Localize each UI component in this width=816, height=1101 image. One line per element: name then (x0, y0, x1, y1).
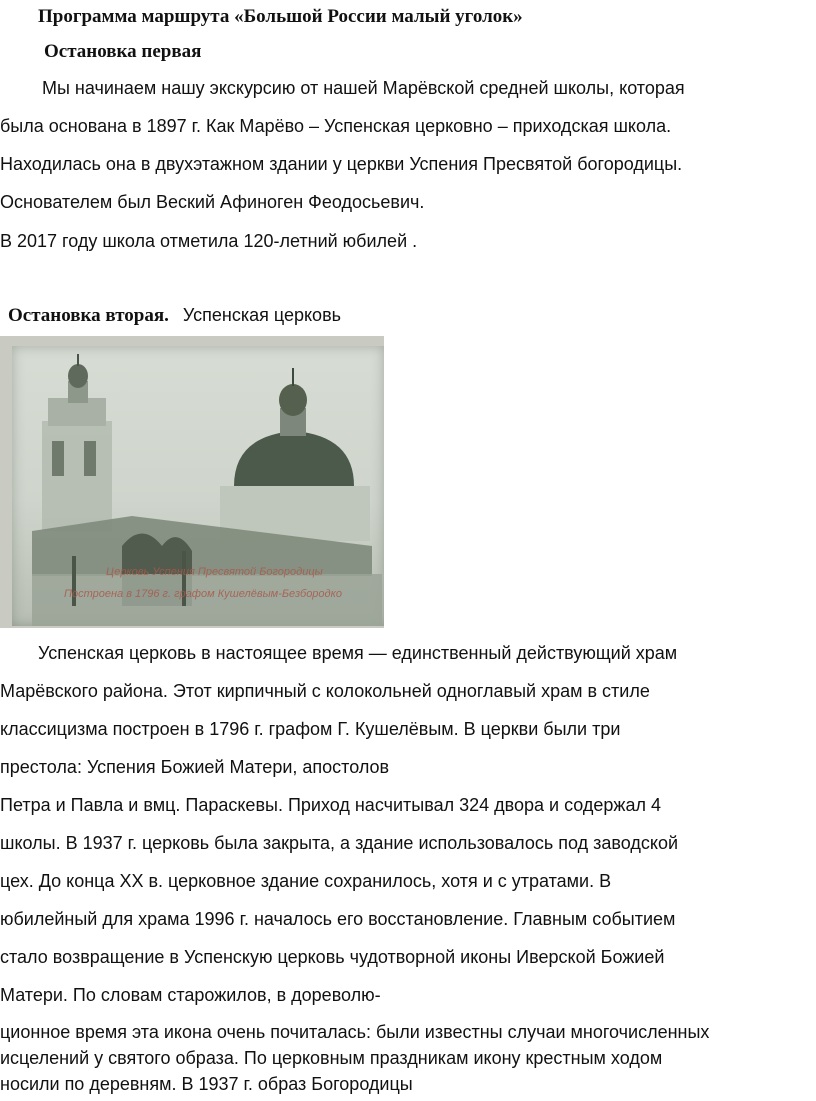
stop1-line: Мы начинаем нашу экскурсию от нашей Марёвской средней школы, которая (42, 78, 685, 98)
sans-line: ционное время эта икона очень почиталась: были известны случаи многочисленных (0, 1022, 710, 1042)
stop2-heading-row (8, 305, 341, 327)
body-line: Петра и Павла и вмц. Параскевы. Приход насчитывал 324 двора и содержал 4 (0, 795, 661, 815)
stop2-subtitle: Успенская церковь (182, 305, 342, 325)
body-line: престола: Успения Божией Матери, апостолов (0, 757, 390, 777)
sans-line: носили по деревням. В 1937 г. образ Богородицы (0, 1074, 413, 1094)
body-line: стало возвращение в Успенскую церковь чудотворной иконы Иверской Божией (0, 947, 665, 967)
photo-caption-line2: Построена в 1796 г. графом Кушелёвым-Безбородко (64, 588, 342, 600)
stop1-line: Основателем был Веский Афиноген Феодосьевич. (0, 192, 425, 212)
sans-line: исцелений у святого образа. По церковным праздникам икону крестным ходом (0, 1048, 663, 1068)
stop1-line: Находилась она в двухэтажном здании у церкви Успения Пресвятой богородицы. (0, 154, 683, 174)
stop2-heading: Остановка вторая. (8, 305, 169, 326)
church-photo (0, 336, 384, 628)
body-line: Марёвского района. Этот кирпичный с колокольней одноглавый храм в стиле (0, 681, 650, 701)
photo-caption-line1: Церковь Успения Пресвятой Богородицы (106, 566, 323, 578)
program-title: Программа маршрута «Большой России малый уголок» (38, 6, 523, 27)
stop1-line: была основана в 1897 г. Как Марёво – Успенская церковно – приходская школа. (0, 116, 672, 136)
stop1-line: В 2017 году школа отметила 120-летний юбилей . (0, 231, 418, 251)
church-illustration (12, 346, 384, 626)
body-line: Матери. По словам старожилов, в дореволю- (0, 985, 381, 1005)
body-line: школы. В 1937 г. церковь была закрыта, а здание использовалось под заводской (0, 833, 679, 853)
stop1-heading: Остановка первая (44, 41, 202, 62)
body-line: цех. До конца XX в. церковное здание сохранилось, хотя и с утратами. В (0, 871, 612, 891)
body-line: классицизма построен в 1796 г. графом Г. Кушелёвым. В церкви были три (0, 719, 621, 739)
body-line: Успенская церковь в настоящее время — единственный действующий храм (38, 643, 678, 663)
body-line: юбилейный для храма 1996 г. началось его восстановление. Главным событием (0, 909, 676, 929)
